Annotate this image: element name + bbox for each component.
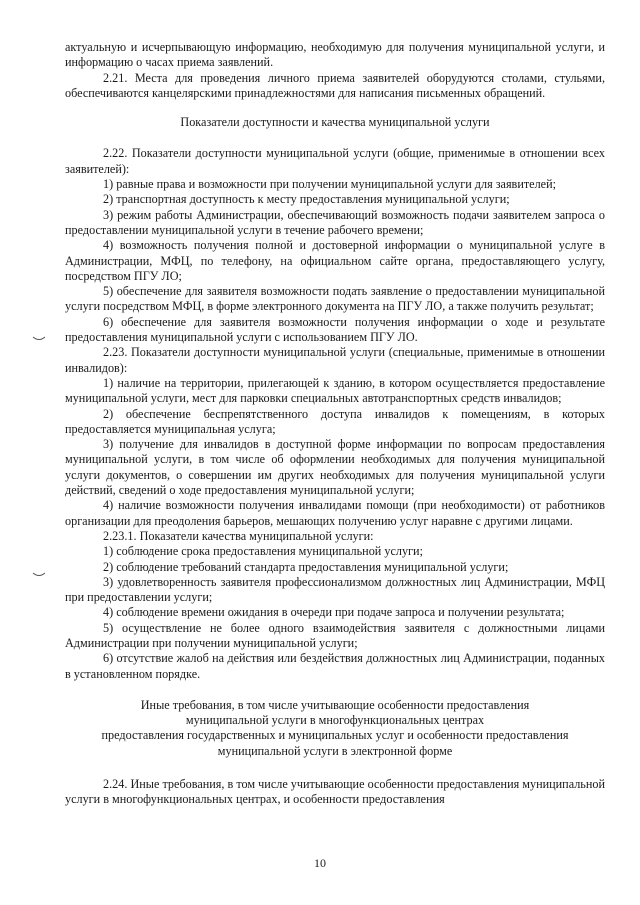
list-item: 4) наличие возможности получения инвалидами помощи (при необходимости) от работников организации для преодоления барьеров, мешающих получению услуг наравне с другими лицами.	[65, 498, 605, 528]
heading-line: муниципальной услуги в многофункциональных центрах	[185, 713, 485, 728]
section-heading	[65, 698, 605, 759]
list-item: 1) равные права и возможности при получении муниципальной услуги для заявителей;	[103, 177, 556, 192]
section-heading: Показатели доступности и качества муниципальной услуги	[180, 115, 490, 130]
paragraph: актуальную и исчерпывающую информацию, необходимую для получения муниципальной услуги, и информацию о часах приема заявлений.	[65, 40, 605, 70]
list-item: 2) обеспечение беспрепятственного доступа инвалидов к помещениям, в которых предоставляется муниципальная услуга;	[65, 406, 605, 436]
paragraph: 2.23.1. Показатели качества муниципальной услуги:	[103, 528, 374, 543]
binding-mark-icon	[32, 572, 46, 578]
paragraph: 2.22. Показатели доступности муниципальной услуги (общие, применимые в отношении всех заявителей):	[65, 146, 605, 176]
document-body	[65, 40, 605, 808]
page-number: 10	[314, 856, 326, 870]
list-item: 4) соблюдение времени ожидания в очереди при подаче запроса и получении результата;	[103, 605, 565, 620]
list-item: 2) соблюдение требований стандарта предоставления муниципальной услуги;	[103, 559, 509, 574]
list-item: 5) обеспечение для заявителя возможности подать заявление о предоставлении муниципальной услуги посредством МФЦ, в форме электронного документа на ПГУ ЛО, а также получить результат;	[65, 284, 605, 314]
list-item: 3) получение для инвалидов в доступной форме информации по вопросам предоставления муниципальной услуги, в том числе об оформлении необходимых для получения муниципальной услуги документов, о совершении им других необходимых для получения муниципальной услуги действий, сведений о ходе предоставления муниципальной услуги;	[65, 437, 605, 498]
list-item: 5) осуществление не более одного взаимодействия заявителя с должностными лицами Администрации при получении муниципальной услуги;	[65, 620, 605, 650]
heading-line: предоставления государственных и муниципальных услуг и особенности предоставления	[101, 728, 569, 743]
heading-line: муниципальной услуги в электронной форме	[217, 743, 453, 758]
paragraph: 2.23. Показатели доступности муниципальной услуги (специальные, применимые в отношении инвалидов):	[65, 345, 605, 375]
list-item: 1) соблюдение срока предоставления муниципальной услуги;	[103, 544, 423, 559]
list-item: 3) режим работы Администрации, обеспечивающий возможность подачи заявителем запроса о предоставлении муниципальной услуги в течение рабочего времени;	[65, 207, 605, 237]
list-item: 3) удовлетворенность заявителя профессионализмом должностных лиц Администрации, МФЦ при предоставлении услуги;	[65, 574, 605, 605]
heading-line: Иные требования, в том числе учитывающие особенности предоставления	[140, 697, 530, 712]
list-item: 1) наличие на территории, прилегающей к зданию, в котором осуществляется предоставление муниципальной услуги, мест для парковки специальных автотранспортных средств инвалидов;	[65, 375, 605, 406]
list-item: 4) возможность получения полной и достоверной информации о муниципальной услуге в Администрации, МФЦ, по телефону, на официальном сайте органа, предоставляющего услугу, посредством ПГУ ЛО;	[65, 238, 605, 283]
list-item: 6) отсутствие жалоб на действия или бездействия должностных лиц Администрации, поданных в установленном порядке.	[65, 651, 605, 681]
paragraph: 2.24. Иные требования, в том числе учитывающие особенности предоставления муниципальной услуги в многофункциональных центрах, и особенности предоставления	[65, 777, 605, 807]
list-item: 2) транспортная доступность к месту предоставления муниципальной услуги;	[103, 192, 510, 207]
binding-mark-icon	[32, 336, 46, 342]
paragraph: 2.21. Места для проведения личного приема заявителей оборудуются столами, стульями, обеспечиваются канцелярскими принадлежностями для написания письменных обращений.	[65, 70, 605, 100]
list-item: 6) обеспечение для заявителя возможности получения информации о ходе и результате предоставления муниципальной услуги с использованием ПГУ ЛО.	[65, 314, 605, 345]
